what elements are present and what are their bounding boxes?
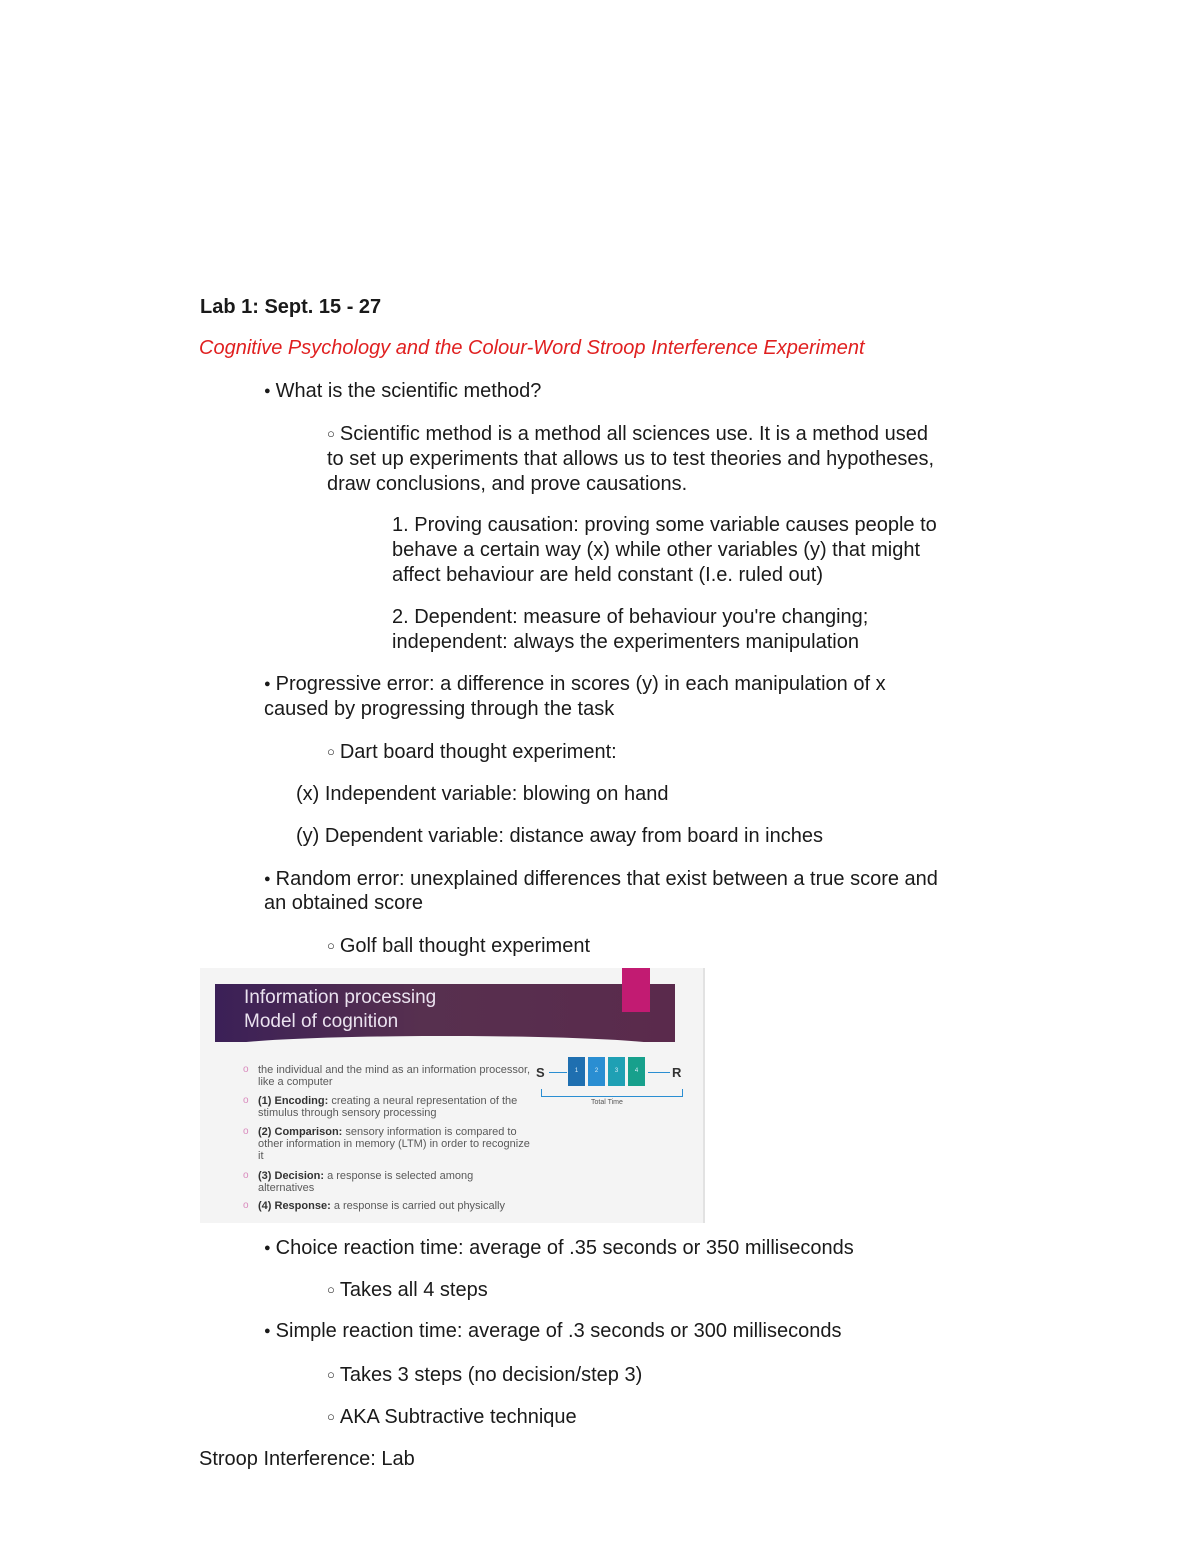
method-definition-line-2: to set up experiments that allows us to test theories and hypotheses, [327,448,935,470]
stage-box-2: 2 [588,1057,605,1086]
bullet-choice-reaction-time: ● Choice reaction time: average of .35 seconds or 350 milliseconds [264,1236,854,1264]
slide-bullet-decision: o (3) Decision: a response is selected among alternatives [243,1170,474,1194]
numbered-item-1-line-1: 1. Proving causation: proving some variable causes people to [392,514,937,536]
numbered-item-2-line-1: 2. Dependent: measure of behaviour you're changing; [392,606,869,628]
independent-variable: (x) Independent variable: blowing on hand [296,783,669,805]
numbered-item-2-line-2: independent: always the experimenters manipulation [392,631,859,653]
method-definition-line-3: draw conclusions, and prove causations. [327,473,688,495]
random-error-line-2: an obtained score [264,892,424,914]
sub-bullet-subtractive-technique: ○ AKA Subtractive technique [327,1405,577,1431]
numbered-item-1-line-3: affect behaviour are held constant (I.e. ruled out) [392,564,824,586]
sub-bullet-method-definition: ○ Scientific method is a method all sciences use. It is a method used [327,422,928,448]
sub-bullet-all-four-steps: ○ Takes all 4 steps [327,1278,488,1304]
numbered-item-1-line-2: behave a certain way (x) while other variables (y) that might [392,539,921,561]
slide-title-line-1: Information processing [244,987,437,1008]
bullet-progressive-error: ● Progressive error: a difference in scores (y) in each manipulation of x [264,672,886,700]
page-title: Lab 1: Sept. 15 - 27 [200,296,382,318]
diagram-response-label: R [672,1065,682,1080]
slide-accent-tab [622,968,650,1012]
sub-bullet-three-steps: ○ Takes 3 steps (no decision/step 3) [327,1363,642,1389]
total-time-bracket [541,1089,683,1097]
bullet-scientific-method: ● What is the scientific method? [264,379,541,407]
stage-box-4: 4 [628,1057,645,1086]
slide-bullet-comparison: o (2) Comparison: sensory information is compared to other information in memory (LTM) in order to recognize it [243,1126,530,1162]
slide-bullet-response: o (4) Response: a response is carried out physically [243,1200,506,1212]
stage-box-3: 3 [608,1057,625,1086]
bullet-random-error: ● Random error: unexplained differences that exist between a true score and [264,867,938,895]
stage-box-1: 1 [568,1057,585,1086]
information-processing-slide [200,968,705,1223]
progressive-error-line-2: caused by progressing through the task [264,698,615,720]
diagram-arrow-out [648,1072,670,1073]
sub-bullet-golf-ball: ○ Golf ball thought experiment [327,934,590,960]
subtitle: Cognitive Psychology and the Colour-Word Stroop Interference Experiment [199,337,865,359]
sub-bullet-dart-board: ○ Dart board thought experiment: [327,740,617,766]
slide-title-line-2: Model of cognition [244,1011,399,1032]
diagram-stimulus-label: S [536,1065,545,1080]
stroop-section-heading: Stroop Interference: Lab [199,1448,415,1470]
slide-bullet-encoding: o (1) Encoding: creating a neural representation of the stimulus through sensory processing [243,1095,518,1119]
dependent-variable: (y) Dependent variable: distance away from board in inches [296,825,823,847]
diagram-arrow-in [549,1072,567,1073]
total-time-label: Total Time [591,1099,623,1106]
slide-bullet-1: o the individual and the mind as an information processor, like a computer [243,1064,531,1088]
bullet-simple-reaction-time: ● Simple reaction time: average of .3 seconds or 300 milliseconds [264,1319,842,1347]
